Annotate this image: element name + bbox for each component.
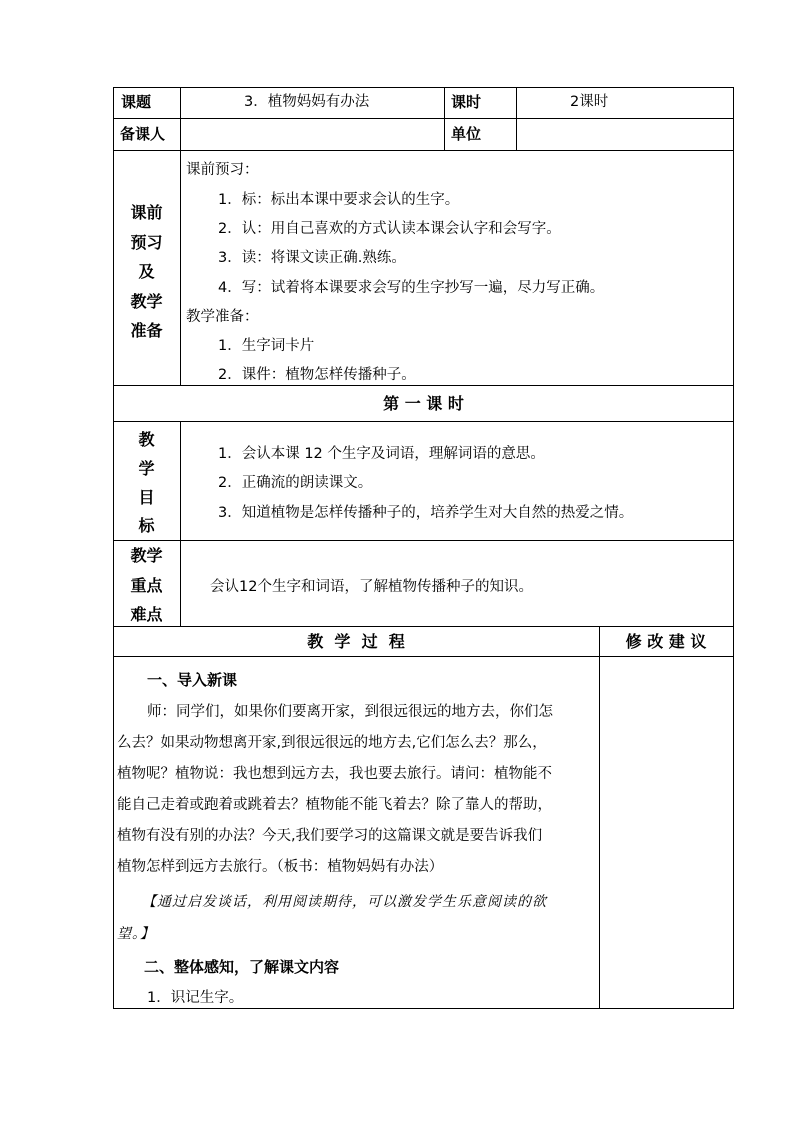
section2-item: 1．识记生字。 bbox=[147, 990, 244, 1006]
focus-label-line: 教学 bbox=[130, 546, 163, 565]
table-rule bbox=[113, 385, 734, 386]
goals-label-line: 教 bbox=[138, 430, 155, 449]
suggest-heading: 修 改 建 议 bbox=[625, 632, 707, 651]
goal-item: 2．正确流的朗读课文。 bbox=[218, 475, 373, 491]
preview-item: 3．读：将课文读正确.熟练。 bbox=[218, 250, 406, 266]
topic-label: 课题 bbox=[121, 93, 152, 111]
prep-label-line: 课前 bbox=[130, 203, 163, 222]
table-border-top bbox=[113, 87, 734, 88]
section1-line: 么去？如果动物想离开家,到很远很远的地方去,它们怎么去？那么， bbox=[117, 735, 547, 751]
table-col-rule bbox=[599, 626, 600, 1009]
table-col-rule bbox=[516, 87, 517, 151]
table-border-right bbox=[733, 87, 734, 1009]
preview-item: 1．标：标出本课中要求会认的生字。 bbox=[218, 192, 460, 208]
preview-item: 4．写：试着将本课要求会写的生字抄写一遍，尽力写正确。 bbox=[218, 280, 605, 296]
focus-label-line: 重点 bbox=[130, 576, 163, 595]
preview-title: 课前预习： bbox=[186, 162, 259, 178]
topic-value: 3．植物妈妈有办法 bbox=[244, 94, 370, 110]
table-rule bbox=[113, 540, 734, 541]
goal-item: 1．会认本课 12 个生字及词语，理解词语的意思。 bbox=[218, 446, 545, 462]
teaching-item: 1．生字词卡片 bbox=[218, 338, 315, 354]
section1-line: 植物呢？植物说：我也想到远方去，我也要去旅行。请问：植物能不 bbox=[117, 766, 552, 782]
goals-label-line: 学 bbox=[138, 459, 155, 478]
hours-label: 课时 bbox=[451, 93, 482, 111]
prep-label-line: 预习 bbox=[130, 233, 163, 252]
preview-item: 2．认：用自己喜欢的方式认读本课会认字和会写字。 bbox=[218, 221, 561, 237]
table-rule bbox=[113, 118, 734, 119]
table-col-rule bbox=[180, 421, 181, 627]
table-col-rule bbox=[180, 87, 181, 386]
section1-line: 植物怎样到远方去旅行。（板书：植物妈妈有办法） bbox=[117, 859, 444, 875]
section1-title: 一、导入新课 bbox=[147, 671, 238, 689]
table-rule bbox=[113, 421, 734, 422]
prep-label-line: 及 bbox=[138, 262, 155, 281]
design-note-line: 望。】 bbox=[117, 926, 155, 942]
prep-label-line: 准备 bbox=[130, 321, 163, 340]
teaching-item: 2．课件：植物怎样传播种子。 bbox=[218, 367, 416, 383]
section1-line: 植物有没有别的办法？今天,我们要学习的这篇课文就是要告诉我们 bbox=[117, 828, 543, 844]
section2-title: 二、整体感知，了解课文内容 bbox=[144, 958, 340, 976]
table-rule bbox=[113, 626, 734, 627]
goal-item: 3．知道植物是怎样传播种子的，培养学生对大自然的热爱之情。 bbox=[218, 505, 634, 521]
table-rule bbox=[113, 656, 734, 657]
lesson-heading: 第 一 课 时 bbox=[383, 394, 464, 413]
hours-value: 2课时 bbox=[570, 94, 609, 110]
section1-line: 能自己走着或跑着或跳着去？植物能不能飞着去？除了靠人的帮助， bbox=[117, 797, 552, 813]
unit-label: 单位 bbox=[451, 125, 482, 143]
teaching-title: 教学准备： bbox=[186, 309, 259, 325]
table-border-bottom bbox=[113, 1008, 734, 1009]
focus-text: 会认12个生字和词语，了解植物传播种子的知识。 bbox=[210, 579, 533, 595]
goals-label-line: 目 bbox=[138, 488, 155, 507]
table-col-rule bbox=[444, 87, 445, 151]
design-note-line: 【通过启发谈话，利用阅读期待，可以激发学生乐意阅读的欲 bbox=[142, 894, 547, 910]
table-rule bbox=[113, 150, 734, 151]
goals-label-line: 标 bbox=[138, 516, 155, 535]
section1-line: 师：同学们，如果你们要离开家，到很远很远的地方去，你们怎 bbox=[147, 704, 553, 720]
prep-label-line: 教学 bbox=[130, 292, 163, 311]
focus-label-line: 难点 bbox=[130, 605, 163, 624]
teacher-label: 备课人 bbox=[120, 125, 166, 143]
process-heading: 教 学 过 程 bbox=[307, 632, 405, 651]
